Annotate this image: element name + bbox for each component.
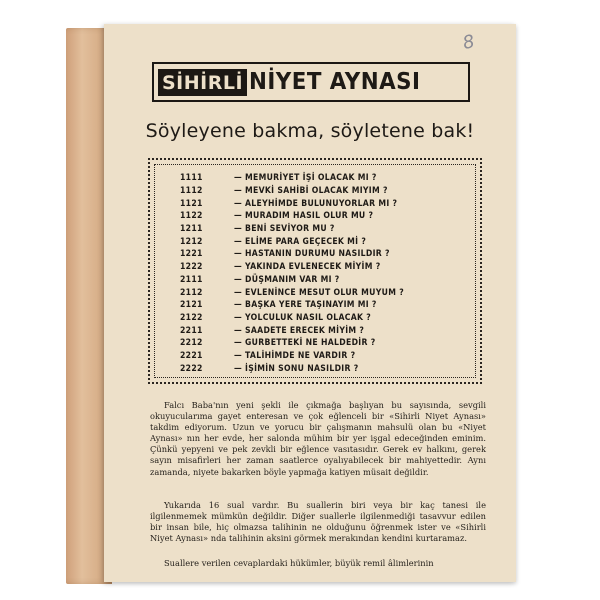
question-text: — YOLCULUK NASIL OLACAK ?: [234, 312, 372, 323]
question-code: 2221: [180, 350, 203, 361]
question-code: 2211: [180, 325, 203, 336]
question-row: [180, 286, 470, 299]
question-row: [180, 210, 470, 223]
question-text: — YAKINDA EVLENECEK MİYİM ?: [234, 262, 381, 273]
question-code: 2121: [180, 300, 203, 311]
question-text: — MURADIM HASIL OLUR MU ?: [234, 211, 374, 222]
question-code: 1122: [180, 211, 203, 222]
page-title: NİYET AYNASI: [249, 69, 421, 95]
question-row: [180, 350, 470, 363]
question-code: 2212: [180, 338, 203, 349]
question-row: [180, 185, 470, 198]
question-text: — TALİHİMDE NE VARDIR ?: [234, 350, 356, 361]
question-code: 1211: [180, 224, 203, 235]
subtitle: Söyleyene bakma, söyletene bak!: [145, 120, 475, 142]
question-text: — SAADETE ERECEK MİYİM ?: [234, 325, 365, 336]
question-text: — ELİME PARA GEÇECEK Mİ ?: [234, 236, 367, 247]
question-row: [180, 337, 470, 350]
question-code: 1222: [180, 262, 203, 273]
question-row: [180, 172, 470, 185]
question-code: 1121: [180, 198, 203, 209]
question-text: — MEVKİ SAHİBİ OLACAK MIYIM ?: [234, 186, 388, 197]
question-row: [180, 223, 470, 236]
question-code: 1221: [180, 249, 203, 260]
question-row: [180, 197, 470, 210]
question-text: — ALEYHİMDE BULUNUYORLAR MI ?: [234, 198, 398, 209]
question-code: 1112: [180, 186, 203, 197]
intro-paragraph: Falcı Baba'nın yeni şekli ile çıkmağa başlıyan bu sayısında, sevgili okuyucularıma gayet enteresan ve çok eğlenceli bir «Sihirli Niyet Aynası» takdim ediyorum. Uzun ve yorucu bir çalışmanın mahsulü olan bu «Niyet Aynası» nın her evde, her salonda mühim bir yer işgal edeceğinden eminim. Çünkü yepyeni ve pek zevkli bir eğlence vasıtasıdır. Gerek ev halkını, gerek sayın misafirleri her zaman saatlerce oyalıyabilecek bir mahiyettedir. Aynı zamanda, niyete bakarken böyle yapmağa katiyen müsait değildir.: [150, 400, 486, 477]
question-row: [180, 235, 470, 248]
page-number: 8: [460, 31, 477, 54]
third-paragraph: Suallere verilen cevaplardaki hükümler, büyük remil âlimlerinin: [164, 558, 434, 568]
question-text: — MEMURİYET İŞİ OLACAK MI ?: [234, 173, 377, 184]
question-row: [180, 261, 470, 274]
question-row: [180, 324, 470, 337]
question-text: — GURBETTEKİ NE HALDEDİR ?: [234, 338, 376, 349]
question-code: 1212: [180, 236, 203, 247]
question-code: 1111: [180, 173, 203, 184]
question-row: [180, 362, 470, 375]
question-text: — EVLENİNCE MESUT OLUR MUYUM ?: [234, 287, 404, 298]
question-code: 2111: [180, 274, 203, 285]
question-frame: [148, 158, 482, 384]
question-row: [180, 274, 470, 287]
question-row: [180, 248, 470, 261]
question-code: 2222: [180, 363, 203, 374]
question-text: — BENİ SEVİYOR MU ?: [234, 224, 335, 235]
question-text: — HASTANIN DURUMU NASILDIR ?: [234, 249, 390, 260]
second-paragraph: Yukarıda 16 sual vardır. Bu suallerin biri veya bir kaç tanesi ile ilgilenmemek mümkün değildir. Diğer suallerle ilgilenmediği tasavvur edilen bir insan bile, hiç olmazsa talihinin ne olduğunu öğrenmek ister ve «Sihirli Niyet Aynası» nda talihinin aksini görmek merakından kendini kurtaramaz.: [150, 500, 486, 544]
booklet-page: [104, 24, 516, 582]
question-text: — DÜŞMANIM VAR MI ?: [234, 274, 340, 285]
question-code: 2112: [180, 287, 203, 298]
question-text: — İŞİMİN SONU NASILDIR ?: [234, 363, 359, 374]
question-list: [180, 172, 470, 375]
question-text: — BAŞKA YERE TAŞINAYIM MI ?: [234, 300, 377, 311]
question-row: [180, 312, 470, 325]
question-row: [180, 299, 470, 312]
title-tag: SİHİRLİ: [158, 69, 247, 96]
title-banner: [152, 62, 470, 102]
question-code: 2122: [180, 312, 203, 323]
